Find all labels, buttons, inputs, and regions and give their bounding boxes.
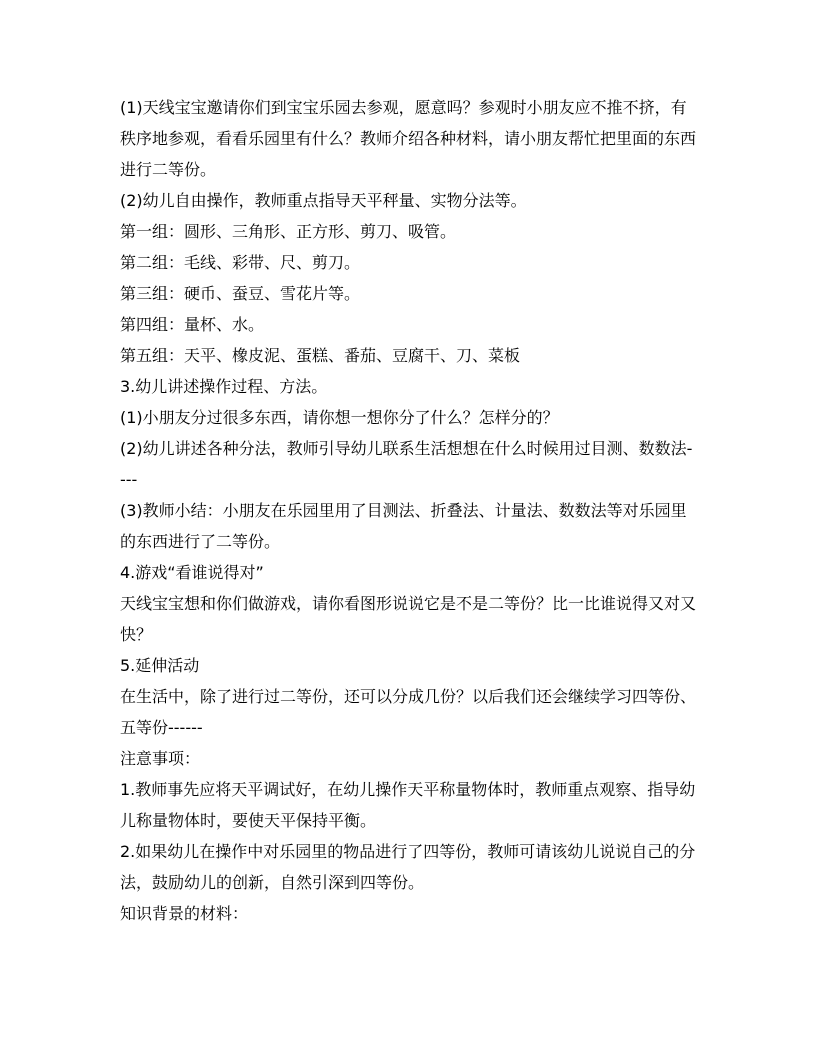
text-line: 天线宝宝想和你们做游戏，请你看图形说说它是不是二等份？比一比谁说得又对又 [120,594,697,613]
document-body [120,92,700,929]
text-line: 五等份------ [120,718,203,737]
text-line: (1)天线宝宝邀请你们到宝宝乐园去参观，愿意吗？参观时小朋友应不推不挤，有 [120,98,687,117]
text-line: 的东西进行了二等份。 [120,532,281,551]
text-line: 在生活中，除了进行过二等份，还可以分成几份？以后我们还会继续学习四等份、 [120,687,697,706]
section-heading: 4.游戏“看谁说得对” [120,563,264,582]
text-line: 进行二等份。 [120,160,217,179]
section-heading: 3.幼儿讲述操作过程、方法。 [120,377,328,396]
text-line: (2)幼儿自由操作，教师重点指导天平秤量、实物分法等。 [120,191,527,210]
text-line: 快？ [120,625,153,644]
text-line: (1)小朋友分过很多东西，请你想一想你分了什么？怎样分的？ [120,408,559,427]
section-heading: 知识背景的材料： [120,904,249,923]
section-heading: 5.延伸活动 [120,656,200,675]
text-line: 第四组：量杯、水。 [120,315,265,334]
text-line: 第五组：天平、橡皮泥、蛋糕、番茄、豆腐干、刀、菜板 [120,346,521,365]
text-line: 儿称量物体时，要使天平保持平衡。 [120,811,377,830]
text-line: (3)教师小结：小朋友在乐园里用了目测法、折叠法、计量法、数数法等对乐园里 [120,501,687,520]
text-line: --- [120,470,138,489]
text-line: 法，鼓励幼儿的创新，自然引深到四等份。 [120,873,425,892]
text-line: 2.如果幼儿在操作中对乐园里的物品进行了四等份，教师可请该幼儿说说自己的分 [120,842,696,861]
text-line: 第三组：硬币、蚕豆、雪花片等。 [120,284,361,303]
text-line: 第二组：毛线、彩带、尺、剪刀。 [120,253,361,272]
text-line: 秩序地参观，看看乐园里有什么？教师介绍各种材料，请小朋友帮忙把里面的东西 [120,129,697,148]
text-line: 第一组：圆形、三角形、正方形、剪刀、吸管。 [120,222,457,241]
text-line: 1.教师事先应将天平调试好，在幼儿操作天平称量物体时，教师重点观察、指导幼 [120,780,696,799]
text-line: (2)幼儿讲述各种分法，教师引导幼儿联系生活想想在什么时候用过目测、数数法- [120,439,693,458]
section-heading: 注意事项： [120,749,201,768]
